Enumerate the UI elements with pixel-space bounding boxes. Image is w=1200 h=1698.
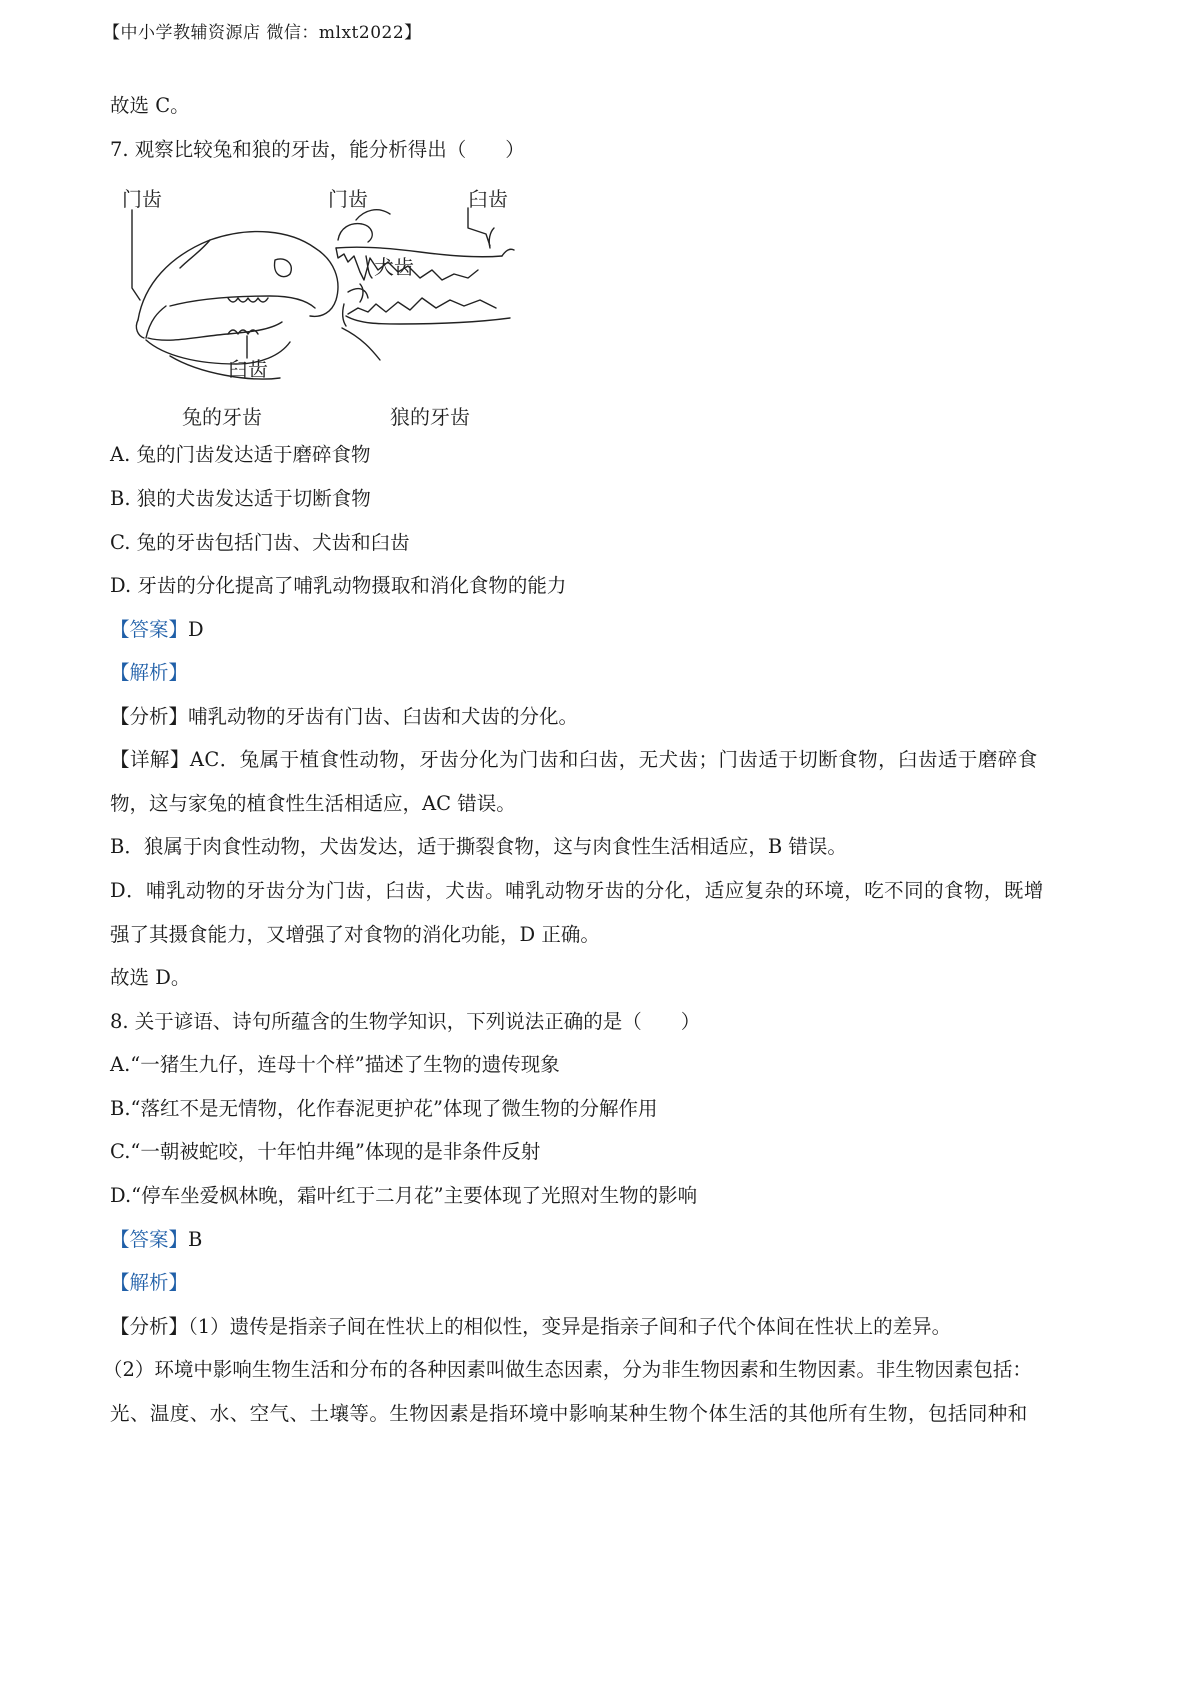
- q7-analysis-label: 【解析】: [110, 661, 189, 684]
- q7-xiangjie-line-5: 强了其摄食能力，又增强了对食物的消化功能，D 正确。: [110, 923, 600, 946]
- q7-xiangjie-line-1: [110, 746, 1038, 774]
- page-header: 【中小学教辅资源店 微信：mlxt2022】: [103, 23, 422, 43]
- q8-fenxi-line-3: 光、温度、水、空气、土壤等。生物因素是指环境中影响某种生物个体生活的其他所有生物，包括同种和: [110, 1402, 1028, 1425]
- q8-analysis-label: 【解析】: [110, 1271, 189, 1294]
- fenxi-label: 【分析】: [110, 705, 189, 728]
- fenxi-label: 【分析】: [110, 1315, 189, 1338]
- teeth-diagram: [110, 188, 570, 478]
- question-8-stem: 8. 关于谚语、诗句所蕴含的生物学知识，下列说法正确的是（ ）: [110, 1010, 701, 1033]
- answer-label: 【答案】: [110, 1228, 189, 1251]
- question-7-stem: 7. 观察比较兔和狼的牙齿，能分析得出（ ）: [110, 138, 525, 161]
- q8-option-a: A.“一猪生九仔，连母十个样”描述了生物的遗传现象: [110, 1053, 560, 1076]
- rabbit-incisor-label: 门齿: [122, 188, 162, 211]
- q8-option-c: C.“一朝被蛇咬，十年怕井绳”体现的是非条件反射: [110, 1140, 541, 1163]
- q7-xiangjie-line-4: D．哺乳动物的牙齿分为门齿，臼齿，犬齿。哺乳动物牙齿的分化，适应复杂的环境，吃不同的食物，既增: [110, 879, 1044, 902]
- wolf-lower-jaw-drawing: [342, 284, 510, 360]
- q7-conclusion: 故选 D。: [110, 966, 191, 989]
- xiangjie-text-1: AC．兔属于植食性动物，牙齿分化为门齿和臼齿，无犬齿；门齿适于切断食物，臼齿适于磨碎食: [189, 748, 1038, 771]
- q7-fenxi-line: [110, 703, 578, 731]
- rabbit-skull-drawing: [132, 210, 338, 379]
- wolf-caption: 狼的牙齿: [390, 405, 470, 429]
- fenxi-text: 哺乳动物的牙齿有门齿、臼齿和犬齿的分化。: [188, 705, 579, 728]
- answer-value: D: [188, 618, 204, 641]
- previous-conclusion: 故选 C。: [110, 94, 190, 117]
- q8-option-d: D.“停车坐爱枫林晚，霜叶红于二月花”主要体现了光照对生物的影响: [110, 1184, 698, 1207]
- rabbit-molar-label: 臼齿: [228, 357, 268, 381]
- teeth-figure: [110, 188, 570, 478]
- rabbit-caption: 兔的牙齿: [182, 405, 262, 429]
- wolf-canine-label: 犬齿: [374, 255, 414, 279]
- q8-answer-line: [110, 1226, 202, 1254]
- q8-fenxi-line-2: （2）环境中影响生物生活和分布的各种因素叫做生态因素，分为非生物因素和生物因素。非生物因素包括：: [103, 1358, 1032, 1381]
- q7-option-b: B. 狼的犬齿发达适于切断食物: [110, 487, 371, 510]
- q7-xiangjie-line-2: 物，这与家兔的植食性生活相适应，AC 错误。: [110, 792, 516, 815]
- xiangjie-label: 【详解】: [110, 748, 190, 771]
- q8-fenxi-line-1: [110, 1313, 951, 1341]
- q7-answer-line: [110, 616, 204, 644]
- q7-option-c: C. 兔的牙齿包括门齿、犬齿和臼齿: [110, 531, 410, 554]
- answer-label: 【答案】: [110, 618, 189, 641]
- q7-option-d: D. 牙齿的分化提高了哺乳动物摄取和消化食物的能力: [110, 574, 567, 597]
- fenxi-text-1: （1）遗传是指亲子间在性状上的相似性，变异是指亲子间和子代个体间在性状上的差异。: [188, 1315, 952, 1338]
- wolf-molar-label: 臼齿: [468, 188, 508, 211]
- wolf-incisor-label: 门齿: [328, 188, 368, 211]
- answer-value: B: [188, 1228, 203, 1251]
- q7-option-a: A. 兔的门齿发达适于磨碎食物: [110, 443, 371, 466]
- q8-option-b: B.“落红不是无情物，化作春泥更护花”体现了微生物的分解作用: [110, 1097, 658, 1120]
- wolf-upper-jaw-drawing: [336, 208, 514, 280]
- q7-xiangjie-line-3: B．狼属于肉食性动物，犬齿发达，适于撕裂食物，这与肉食性生活相适应，B 错误。: [110, 835, 847, 858]
